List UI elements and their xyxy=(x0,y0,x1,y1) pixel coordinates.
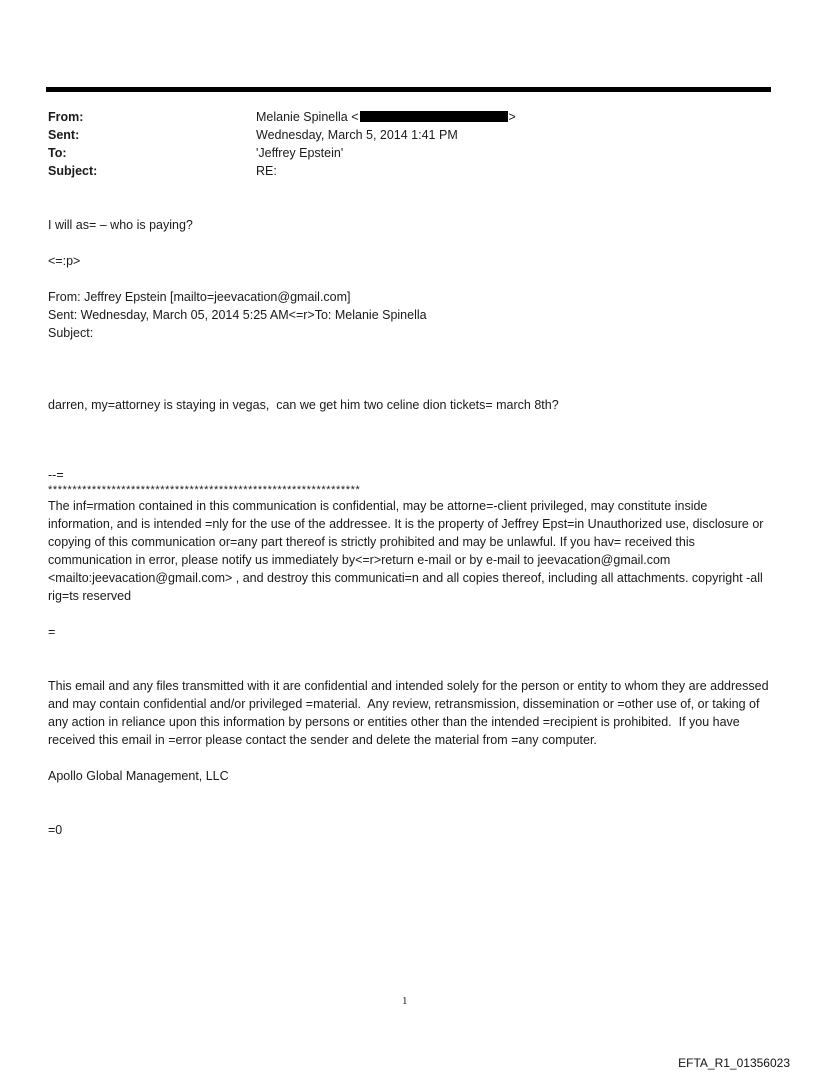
to-row xyxy=(48,144,748,162)
sent-value: Wednesday, March 5, 2014 1:41 PM xyxy=(256,128,458,142)
disclaimer-jeffrey: The inf=rmation contained in this communication is confidential, may be attorne=-client privileged, may constitute inside information, and is intended =nly for the use of the addressee. It is the property of Jeffrey Epst=in Unauthorized use, disclosure or copying of this communication or=any part thereof is strictly prohibited and may be unlawful. If you hav= received this communication in error, please notify us immediately by<=r>return e-mail or by e-mail to jeevacation@gmail.com <mailto:jeevacation@gmail.com> , and destroy this communicati=n and all copies thereof, including all attachments. copyright -all rig=ts reserved xyxy=(48,499,767,603)
sent-label: Sent: xyxy=(48,128,80,142)
quoted-from: From: Jeffrey Epstein [mailto=jeevacation@gmail.com] xyxy=(48,290,351,304)
equals-line: = xyxy=(48,625,56,639)
email-header xyxy=(48,108,748,180)
subject-value: RE: xyxy=(256,164,277,178)
quoted-sent: Sent: Wednesday, March 05, 2014 5:25 AM<=r>To: Melanie Spinella xyxy=(48,308,427,322)
end-marker: =0 xyxy=(48,823,63,837)
page-number: 1 xyxy=(402,995,408,1007)
top-rule xyxy=(46,87,771,92)
document-id: EFTA_R1_01356023 xyxy=(678,1056,790,1070)
p-tag-line: <=:p> xyxy=(48,254,81,268)
from-label: From: xyxy=(48,110,84,124)
asterisk-line: **************************************************************** xyxy=(48,484,361,496)
subject-row xyxy=(48,162,748,180)
email-body xyxy=(48,216,773,839)
sent-row xyxy=(48,126,748,144)
to-label: To: xyxy=(48,146,67,160)
company-name: Apollo Global Management, LLC xyxy=(48,769,229,783)
to-value: 'Jeffrey Epstein' xyxy=(256,146,344,160)
from-suffix: > xyxy=(508,110,516,124)
from-row xyxy=(48,108,748,126)
from-value xyxy=(256,108,748,126)
from-name: Melanie Spinella < xyxy=(256,110,359,124)
quoted-subject: Subject: xyxy=(48,326,94,340)
disclaimer-apollo: This email and any files transmitted with it are confidential and intended solely for the person or entity to whom they are addressed and may contain confidential and/or privileged =material. Any review, retransmission, dissemination or =other use of, or taking of any action in reliance upon this information by persons or entities other than the intended =recipient is prohibited. If you have received this email in =error please contact the sender and delete the material from =any computer. xyxy=(48,679,773,747)
redaction-bar xyxy=(360,111,508,122)
subject-label: Subject: xyxy=(48,164,98,178)
signature-separator: --= xyxy=(48,468,64,482)
reply-line: I will as= – who is paying? xyxy=(48,218,193,232)
message-text: darren, my=attorney is staying in vegas, can we get him two celine dion tickets= march 8th? xyxy=(48,398,559,412)
